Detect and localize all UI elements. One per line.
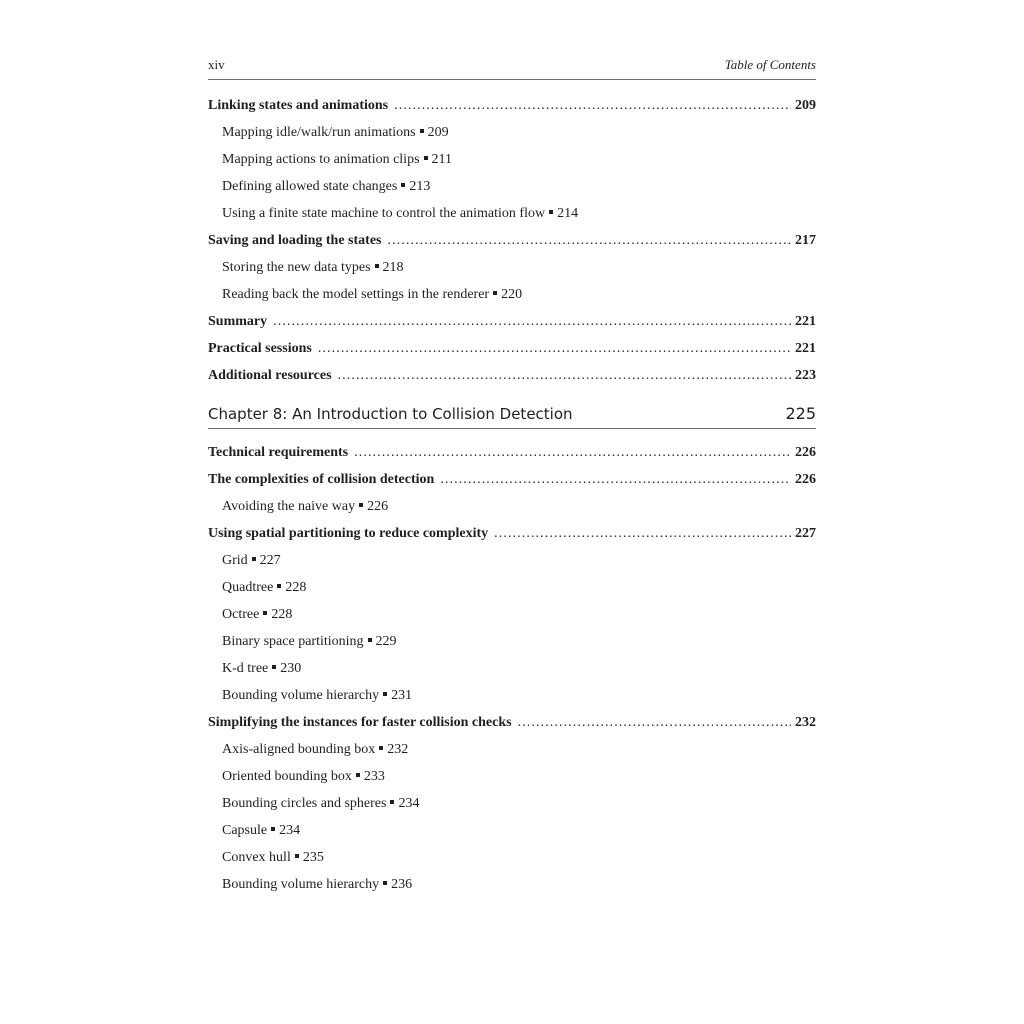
toc-subentry-title: Binary space partitioning bbox=[222, 634, 364, 649]
toc-subentry-row bbox=[208, 795, 816, 813]
toc-subentry-page: 232 bbox=[387, 742, 409, 757]
toc-subsection-entry[interactable] bbox=[208, 795, 816, 822]
toc-section-entry[interactable] bbox=[208, 313, 816, 340]
toc-subentry-row bbox=[208, 660, 816, 678]
bullet-icon bbox=[252, 557, 256, 561]
toc-subentry-page: 214 bbox=[557, 206, 579, 221]
toc-subentry-page: 229 bbox=[375, 634, 397, 649]
toc-subentry-page: 235 bbox=[302, 850, 324, 865]
toc-subsection-entry[interactable] bbox=[208, 124, 816, 151]
toc-section-entry[interactable] bbox=[208, 97, 816, 124]
toc-entry-title: Linking states and animations bbox=[208, 98, 389, 113]
toc-entry-row bbox=[208, 97, 816, 115]
toc-subsection-entry[interactable] bbox=[208, 259, 816, 286]
bullet-icon bbox=[263, 611, 267, 615]
dot-leader bbox=[387, 232, 791, 250]
toc-section-entry[interactable] bbox=[208, 444, 816, 471]
toc-entry-page: 221 bbox=[795, 341, 816, 356]
toc-subentry-page: 220 bbox=[501, 287, 523, 302]
toc-entry-row bbox=[208, 313, 816, 331]
toc-entry-title: Saving and loading the states bbox=[208, 233, 382, 248]
toc-subentry-title: Using a finite state machine to control the animation flow bbox=[222, 206, 546, 221]
toc-subsection-entry[interactable] bbox=[208, 768, 816, 795]
toc-list-chapter-7 bbox=[208, 97, 816, 394]
toc-subentry-page: 234 bbox=[279, 823, 301, 838]
toc-entry-row bbox=[208, 525, 816, 543]
chapter-title: Chapter 8: An Introduction to Collision Detection bbox=[208, 405, 573, 423]
toc-section-entry[interactable] bbox=[208, 714, 816, 741]
toc-section-entry[interactable] bbox=[208, 471, 816, 498]
toc-subentry-title: Bounding volume hierarchy bbox=[222, 877, 380, 892]
toc-subentry-row bbox=[208, 259, 816, 277]
bullet-icon bbox=[383, 881, 387, 885]
dot-leader bbox=[440, 471, 791, 489]
toc-subentry-title: Octree bbox=[222, 607, 260, 622]
toc-subentry-title: Avoiding the naive way bbox=[222, 499, 356, 514]
dot-leader bbox=[354, 444, 791, 462]
toc-subsection-entry[interactable] bbox=[208, 633, 816, 660]
toc-entry-title: Simplifying the instances for faster collision checks bbox=[208, 715, 512, 730]
toc-subentry-title: Quadtree bbox=[222, 580, 274, 595]
bullet-icon bbox=[420, 129, 424, 133]
dot-leader bbox=[318, 340, 791, 358]
toc-subentry-page: 233 bbox=[363, 769, 385, 784]
toc-subentry-row bbox=[208, 579, 816, 597]
toc-subentry-title: Grid bbox=[222, 553, 248, 568]
toc-subentry-title: Oriented bounding box bbox=[222, 769, 352, 784]
toc-entry-row bbox=[208, 714, 816, 732]
toc-subentry-page: 218 bbox=[382, 260, 404, 275]
toc-subentry-row bbox=[208, 606, 816, 624]
toc-subsection-entry[interactable] bbox=[208, 286, 816, 313]
dot-leader bbox=[338, 367, 791, 385]
dot-leader bbox=[273, 313, 791, 331]
running-head bbox=[208, 57, 816, 80]
toc-subsection-entry[interactable] bbox=[208, 876, 816, 903]
bullet-icon bbox=[383, 692, 387, 696]
bullet-icon bbox=[271, 827, 275, 831]
toc-subsection-entry[interactable] bbox=[208, 498, 816, 525]
bullet-icon bbox=[272, 665, 276, 669]
toc-subentry-row bbox=[208, 151, 816, 169]
toc-section-entry[interactable] bbox=[208, 525, 816, 552]
toc-entry-row bbox=[208, 444, 816, 462]
toc-subentry-page: 228 bbox=[271, 607, 293, 622]
toc-list-chapter-8 bbox=[208, 444, 816, 903]
toc-subsection-entry[interactable] bbox=[208, 660, 816, 687]
toc-entry-page: 217 bbox=[795, 233, 816, 248]
toc-entry-title: Practical sessions bbox=[208, 341, 312, 356]
toc-subentry-row bbox=[208, 178, 816, 196]
toc-subentry-page: 236 bbox=[391, 877, 413, 892]
bullet-icon bbox=[295, 854, 299, 858]
toc-subentry-title: K-d tree bbox=[222, 661, 269, 676]
toc-subentry-row bbox=[208, 205, 816, 223]
toc-subentry-row bbox=[208, 741, 816, 759]
toc-subentry-row bbox=[208, 552, 816, 570]
toc-entry-title: Additional resources bbox=[208, 368, 332, 383]
toc-entry-page: 226 bbox=[795, 472, 816, 487]
toc-subentry-page: 234 bbox=[398, 796, 420, 811]
bullet-icon bbox=[379, 746, 383, 750]
bullet-icon bbox=[424, 156, 428, 160]
dot-leader bbox=[518, 714, 791, 732]
bullet-icon bbox=[390, 800, 394, 804]
toc-subentry-title: Capsule bbox=[222, 823, 268, 838]
toc-entry-page: 223 bbox=[795, 368, 816, 383]
bullet-icon bbox=[359, 503, 363, 507]
toc-section-entry[interactable] bbox=[208, 232, 816, 259]
toc-subentry-row bbox=[208, 687, 816, 705]
toc-entry-row bbox=[208, 367, 816, 385]
toc-entry-title: Summary bbox=[208, 314, 268, 329]
toc-subentry-title: Bounding circles and spheres bbox=[222, 796, 387, 811]
bullet-icon bbox=[401, 183, 405, 187]
toc-subentry-title: Axis-aligned bounding box bbox=[222, 742, 376, 757]
toc-entry-title: Using spatial partitioning to reduce complexity bbox=[208, 526, 489, 541]
toc-entry-title: Technical requirements bbox=[208, 445, 349, 460]
toc-entry-page: 232 bbox=[795, 715, 816, 730]
toc-subsection-entry[interactable] bbox=[208, 151, 816, 178]
toc-subentry-title: Bounding volume hierarchy bbox=[222, 688, 380, 703]
toc-subentry-row bbox=[208, 286, 816, 304]
toc-subentry-row bbox=[208, 633, 816, 651]
toc-section-entry[interactable] bbox=[208, 367, 816, 394]
toc-subentry-row bbox=[208, 768, 816, 786]
bullet-icon bbox=[493, 291, 497, 295]
toc-subentry-row bbox=[208, 876, 816, 894]
toc-subentry-page: 209 bbox=[427, 125, 449, 140]
toc-subentry-title: Defining allowed state changes bbox=[222, 179, 398, 194]
toc-subentry-title: Mapping actions to animation clips bbox=[222, 152, 420, 167]
toc-entry-title: The complexities of collision detection bbox=[208, 472, 435, 487]
toc-subentry-row bbox=[208, 849, 816, 867]
toc-subentry-page: 231 bbox=[391, 688, 413, 703]
bullet-icon bbox=[375, 264, 379, 268]
toc-subsection-entry[interactable] bbox=[208, 687, 816, 714]
toc-subsection-entry[interactable] bbox=[208, 178, 816, 205]
running-head-title: Table of Contents bbox=[724, 57, 816, 72]
toc-subentry-title: Mapping idle/walk/run animations bbox=[222, 125, 416, 140]
toc-entry-row bbox=[208, 471, 816, 489]
toc-subsection-entry[interactable] bbox=[208, 552, 816, 579]
toc-subsection-entry[interactable] bbox=[208, 606, 816, 633]
toc-subentry-title: Reading back the model settings in the renderer bbox=[222, 287, 490, 302]
toc-section-entry[interactable] bbox=[208, 340, 816, 367]
toc-subentry-page: 228 bbox=[285, 580, 307, 595]
page-folio: xiv bbox=[208, 57, 225, 72]
toc-subentry-page: 211 bbox=[431, 152, 453, 167]
toc-subsection-entry[interactable] bbox=[208, 741, 816, 768]
toc-entry-page: 209 bbox=[795, 98, 816, 113]
toc-subsection-entry[interactable] bbox=[208, 579, 816, 606]
chapter-heading[interactable] bbox=[208, 404, 816, 429]
dot-leader bbox=[394, 97, 791, 115]
toc-subsection-entry[interactable] bbox=[208, 822, 816, 849]
bullet-icon bbox=[356, 773, 360, 777]
toc-subentry-title: Storing the new data types bbox=[222, 260, 371, 275]
toc-entry-row bbox=[208, 232, 816, 250]
toc-entry-page: 221 bbox=[795, 314, 816, 329]
toc-subentry-row bbox=[208, 498, 816, 516]
toc-subentry-page: 213 bbox=[409, 179, 431, 194]
dot-leader bbox=[494, 525, 791, 543]
toc-entry-page: 227 bbox=[795, 526, 816, 541]
toc-subentry-page: 227 bbox=[259, 553, 281, 568]
toc-subentry-page: 230 bbox=[280, 661, 302, 676]
toc-subentry-page: 226 bbox=[367, 499, 389, 514]
toc-subentry-row bbox=[208, 124, 816, 142]
toc-entry-page: 226 bbox=[795, 445, 816, 460]
bullet-icon bbox=[277, 584, 281, 588]
bullet-icon bbox=[368, 638, 372, 642]
toc-entry-row bbox=[208, 340, 816, 358]
bullet-icon bbox=[549, 210, 553, 214]
toc-subentry-title: Convex hull bbox=[222, 850, 291, 865]
toc-subsection-entry[interactable] bbox=[208, 849, 816, 876]
chapter-page-number: 225 bbox=[785, 404, 816, 423]
toc-subsection-entry[interactable] bbox=[208, 205, 816, 232]
toc-subentry-row bbox=[208, 822, 816, 840]
